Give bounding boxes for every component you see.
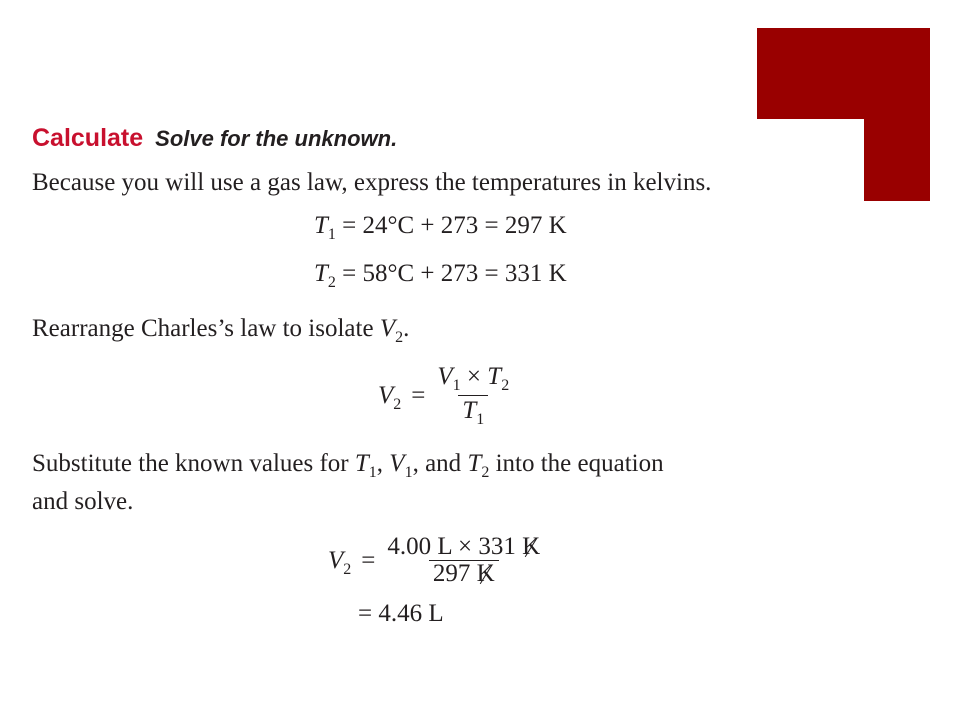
eq-lhs-subscript: 2 <box>343 560 352 578</box>
para-subscript: 1 <box>404 464 413 481</box>
cancelled-unit: K <box>522 533 541 560</box>
para-text: Rearrange Charles’s law to isolate <box>32 315 380 342</box>
instruction-paragraph-1: Because you will use a gas law, express the temperatures in kelvins. <box>32 169 712 196</box>
fraction-numerator <box>433 362 513 395</box>
step-heading <box>32 124 397 153</box>
eq-variable: T <box>314 260 328 287</box>
num-variable: V <box>437 363 453 390</box>
para-subscript: 2 <box>481 464 490 481</box>
fraction-denominator <box>458 395 488 429</box>
para-text-end: . <box>403 315 410 342</box>
num-variable-2: T <box>487 363 502 390</box>
num-subscript-2: 2 <box>501 377 510 394</box>
eq-variable: T <box>314 212 328 239</box>
para-variable: V <box>389 450 405 477</box>
denominator-text: 297 <box>432 560 477 587</box>
para-text: , and <box>412 450 468 477</box>
equation-t2 <box>314 260 567 291</box>
para-text: , <box>376 450 390 477</box>
eq-subscript: 2 <box>327 274 336 291</box>
para-variable: T <box>467 450 482 477</box>
fraction <box>433 362 513 429</box>
equation-t1 <box>314 212 567 243</box>
eq-rhs: = 58°C + 273 = 331 K <box>335 260 567 287</box>
fraction-numerator <box>383 534 544 560</box>
times-sign: × <box>460 363 488 390</box>
decorative-red-block-side <box>864 119 930 201</box>
heading-keyword: Calculate <box>32 124 144 152</box>
equals-sign: = <box>361 546 376 574</box>
decorative-red-block <box>757 28 930 119</box>
instruction-paragraph-2 <box>32 311 409 349</box>
numerator-text: 4.00 L × 331 <box>387 533 523 560</box>
instruction-paragraph-3 <box>32 446 664 519</box>
para-subscript: 2 <box>395 329 404 346</box>
substituted-equation <box>328 534 544 587</box>
cancelled-unit: K <box>476 560 495 587</box>
para-subscript: 1 <box>368 464 377 481</box>
heading-subtitle: Solve for the unknown. <box>155 126 398 151</box>
den-subscript: 1 <box>476 411 485 428</box>
eq-subscript: 1 <box>327 226 336 243</box>
para-variable: V <box>379 315 396 342</box>
eq-lhs-variable: V <box>378 381 394 409</box>
eq-rhs: = 24°C + 273 = 297 K <box>335 212 567 239</box>
equals-sign: = <box>411 381 426 409</box>
num-subscript: 1 <box>452 377 461 394</box>
den-variable: T <box>462 397 477 424</box>
eq-lhs-variable: V <box>328 546 344 574</box>
para-variable: T <box>354 450 369 477</box>
final-result: = 4.46 L <box>358 600 444 627</box>
para-text: Substitute the known values for <box>32 450 355 477</box>
para3-line1 <box>32 446 664 484</box>
fraction-denominator <box>429 560 499 587</box>
fraction <box>383 534 544 587</box>
rearranged-equation <box>378 362 513 429</box>
eq-lhs-subscript: 2 <box>393 395 402 413</box>
para3-line2: and solve. <box>32 488 134 515</box>
para-text: into the equation <box>489 450 664 477</box>
